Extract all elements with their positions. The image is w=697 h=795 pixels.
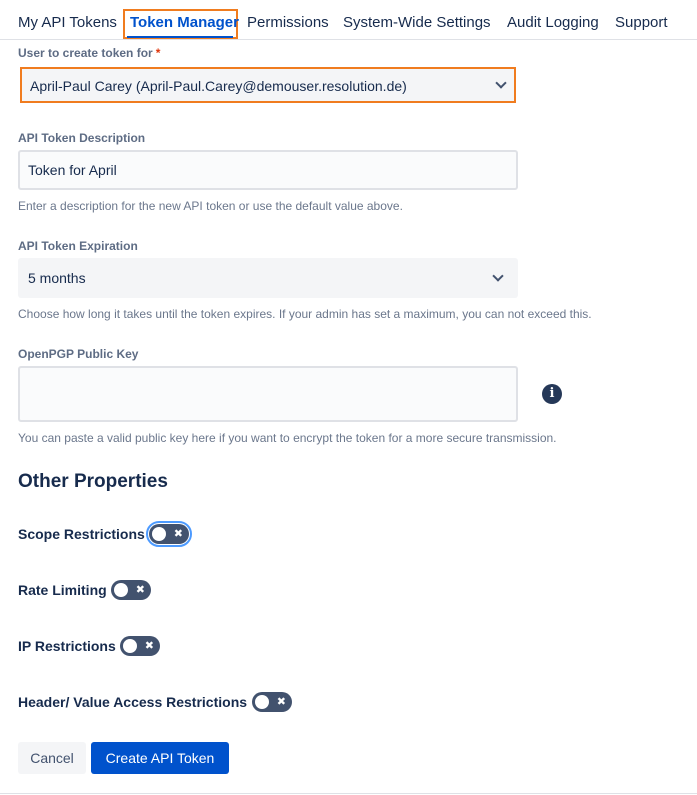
tab-bar [0,0,697,40]
required-marker: * [155,46,161,60]
toggle-knob [255,695,269,709]
active-tab-underline [127,36,233,38]
cancel-button[interactable]: Cancel [18,742,86,774]
tab-support[interactable]: Support [615,14,668,31]
header-value-restrictions-label: Header/ Value Access Restrictions [18,694,248,710]
info-icon[interactable]: i [542,384,562,404]
create-api-token-button[interactable]: Create API Token [91,742,229,774]
pgp-key-textarea[interactable] [18,366,518,422]
chevron-down-icon [492,270,503,281]
close-icon: ✖ [276,696,286,708]
expiration-label: API Token Expiration [18,239,138,253]
tab-system-wide-settings[interactable]: System-Wide Settings [343,14,491,31]
close-icon: ✖ [144,640,154,652]
bottom-divider [0,793,697,794]
close-icon: ✖ [135,584,145,596]
toggle-knob [123,639,137,653]
ip-restrictions-label: IP Restrictions [18,638,116,654]
user-label-text: User to create token for [18,46,153,60]
description-input[interactable] [18,150,518,190]
expiration-select[interactable] [18,258,518,298]
scope-restrictions-label: Scope Restrictions [18,526,145,542]
scope-restrictions-toggle[interactable] [149,524,189,544]
chevron-down-icon [495,77,506,88]
description-helper: Enter a description for the new API token or use the default value above. [18,199,403,213]
header-value-restrictions-toggle[interactable] [252,692,292,712]
user-field-label [18,46,160,60]
pgp-helper: You can paste a valid public key here if you want to encrypt the token for a more secure transmission. [18,431,557,445]
expiration-select-value: 5 months [28,270,86,286]
close-icon: ✖ [173,528,183,540]
rate-limiting-toggle[interactable] [111,580,151,600]
pgp-label: OpenPGP Public Key [18,347,139,361]
tab-token-manager[interactable]: Token Manager [130,14,239,31]
toggle-knob [114,583,128,597]
toggle-knob [152,527,166,541]
description-label: API Token Description [18,131,146,145]
rate-limiting-label: Rate Limiting [18,582,107,598]
user-select-value: April-Paul Carey (April-Paul.Carey@demouser.resolution.de) [30,78,407,94]
tab-audit-logging[interactable]: Audit Logging [507,14,599,31]
expiration-helper: Choose how long it takes until the token expires. If your admin has set a maximum, you can not exceed this. [18,307,592,321]
tab-permissions[interactable]: Permissions [247,14,329,31]
user-select[interactable] [20,67,516,103]
tab-my-api-tokens[interactable]: My API Tokens [18,14,117,31]
ip-restrictions-toggle[interactable] [120,636,160,656]
other-properties-heading: Other Properties [18,471,168,492]
